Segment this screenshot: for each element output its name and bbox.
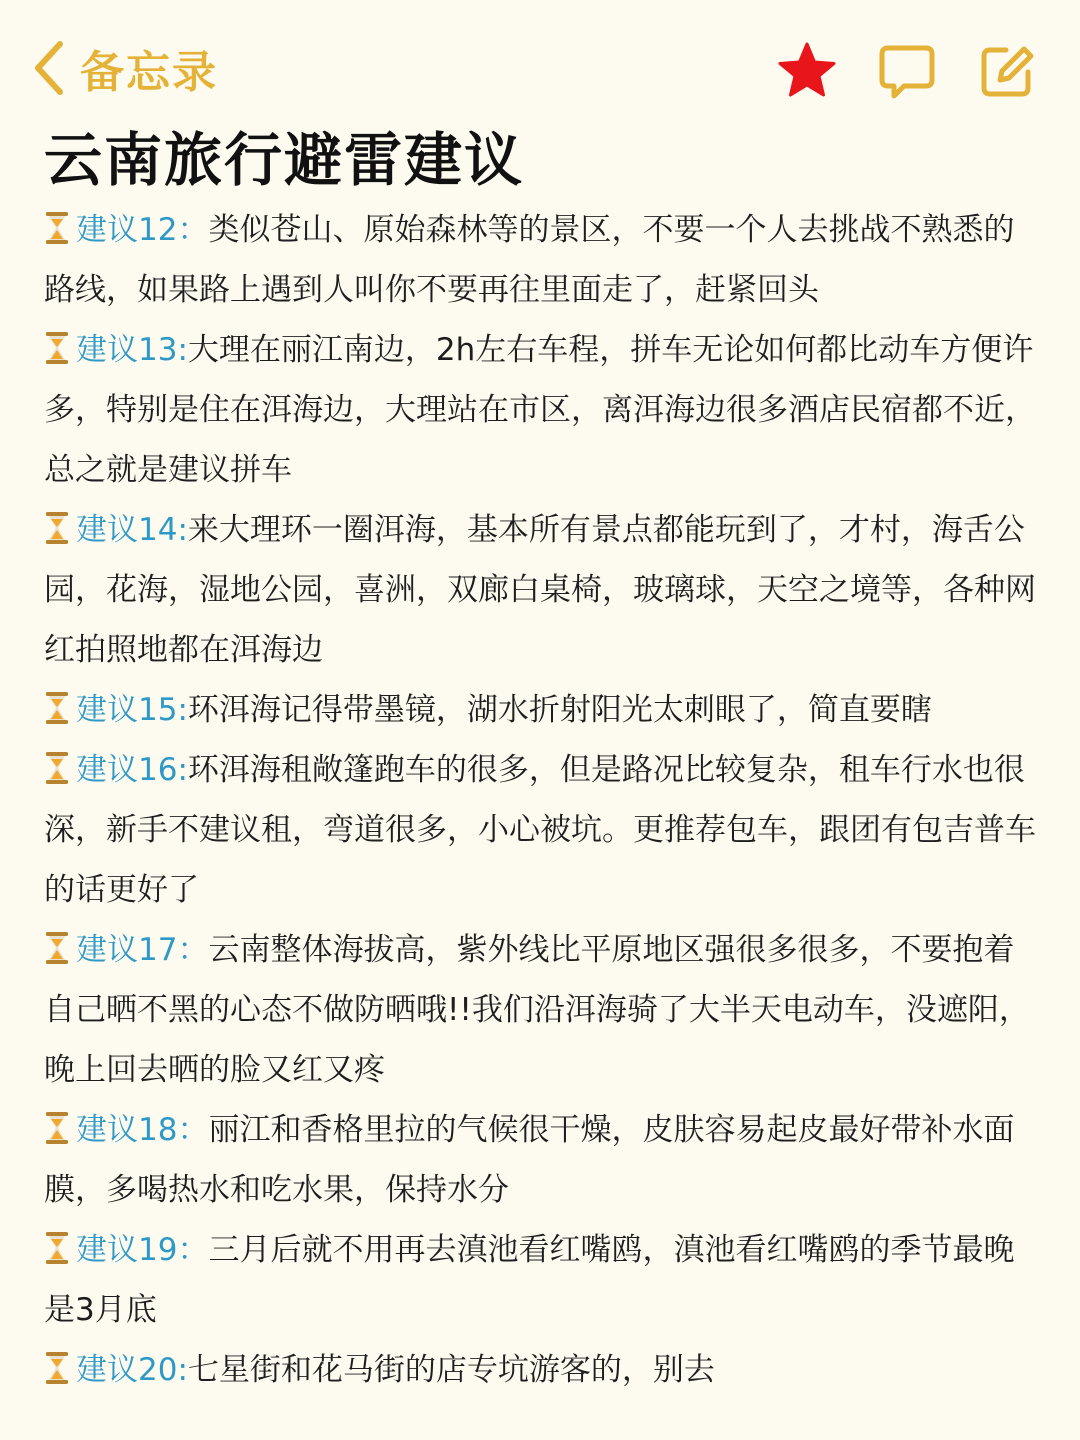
hourglass-icon [44,691,70,725]
hourglass-icon [44,751,70,785]
tip-text: 大理在丽江南边，2h左右车程，拼车无论如何都比动车方便许多，特别是住在洱海边，大理站在市区，离洱海边很多酒店民宿都不近，总之就是建议拼车 [44,332,1036,488]
tip-label: 建议13: [76,332,188,368]
tip-item [44,1340,1040,1400]
tip-text: 云南整体海拔高，紫外线比平原地区强很多很多，不要抱着自己晒不黑的心态不做防晒哦!!我们沿洱海骑了大半天电动车，没遮阳，晚上回去晒的脸又红又疼 [44,932,1030,1088]
tip-item [44,680,1040,740]
star-icon[interactable] [776,40,838,102]
tip-item [44,920,1040,1100]
tip-item [44,320,1040,500]
tip-text: 七星街和花马街的店专坑游客的，别去 [187,1352,715,1388]
tip-label: 建议16: [76,752,188,788]
tip-label: 建议12： [76,212,209,248]
back-button[interactable] [30,36,218,100]
tip-text: 三月后就不用再去滇池看红嘴鸥，滇池看红嘴鸥的季节最晚是3月底 [44,1232,1015,1328]
hourglass-icon [44,1351,70,1385]
hourglass-icon [44,211,70,245]
tip-item [44,1220,1040,1340]
edit-icon[interactable] [976,40,1038,102]
tip-label: 建议15: [76,692,188,728]
tip-text: 类似苍山、原始森林等的景区，不要一个人去挑战不熟悉的路线，如果路上遇到人叫你不要再往里面走了，赶紧回头 [44,212,1015,308]
tip-label: 建议20: [76,1352,188,1388]
tip-item [44,740,1040,920]
hourglass-icon [44,931,70,965]
tip-item [44,500,1040,680]
tip-label: 建议19： [76,1232,209,1268]
note-body [44,200,1040,1400]
tip-label: 建议14: [76,512,188,548]
chevron-left-icon [30,38,66,98]
tip-label: 建议17： [76,932,209,968]
tip-item [44,200,1040,320]
back-label: 备忘录 [80,47,218,98]
tip-text: 环洱海租敞篷跑车的很多，但是路况比较复杂，租车行水也很深，新手不建议租，弯道很多，小心被坑。更推荐包车，跟团有包吉普车的话更好了 [44,752,1036,908]
hourglass-icon [44,1111,70,1145]
hourglass-icon [44,331,70,365]
top-bar [0,0,1080,120]
comment-icon[interactable] [876,40,938,102]
tip-item [44,1100,1040,1220]
tip-text: 丽江和香格里拉的气候很干燥，皮肤容易起皮最好带补水面膜，多喝热水和吃水果，保持水分 [44,1112,1015,1208]
hourglass-icon [44,1231,70,1265]
tip-text: 环洱海记得带墨镜，湖水折射阳光太刺眼了，简直要瞎 [187,692,932,728]
tip-text: 来大理环一圈洱海，基本所有景点都能玩到了，才村，海舌公园，花海，湿地公园，喜洲，双廊白桌椅，玻璃球，天空之境等，各种网红拍照地都在洱海边 [44,512,1036,668]
page-title: 云南旅行避雷建议 [44,126,525,194]
hourglass-icon [44,511,70,545]
tip-label: 建议18： [76,1112,209,1148]
